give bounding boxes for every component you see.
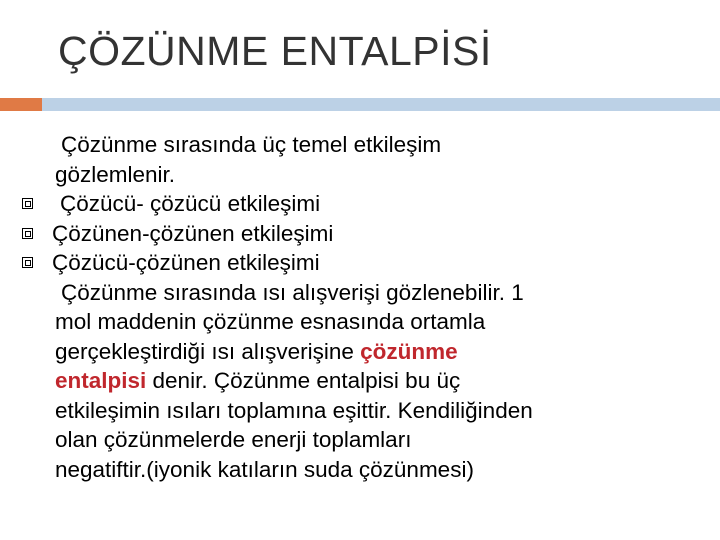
- slide-content: [22, 130, 712, 484]
- paragraph-line: [55, 337, 712, 367]
- paragraph-line: mol maddenin çözünme esnasında ortamla: [55, 309, 486, 334]
- square-bullet-icon: [22, 228, 33, 239]
- accent-block: [0, 98, 42, 111]
- bullet-text: Çözücü- çözücü etkileşimi: [60, 191, 321, 216]
- paragraph-line: negatiftir.(iyonik katıların suda çözünmesi): [55, 456, 474, 482]
- definition-paragraph: [22, 278, 712, 485]
- paragraph-line: [55, 366, 712, 396]
- paragraph-text: gerçekleştirdiği ısı alışverişine: [55, 338, 361, 364]
- paragraph-line: olan çözünmelerde enerji toplamları: [55, 427, 412, 452]
- bullet-item: [22, 219, 712, 249]
- intro-paragraph: [22, 130, 712, 189]
- accent-bar: [42, 98, 720, 111]
- bullet-text: Çözücü-çözünen etkileşimi: [52, 250, 320, 275]
- paragraph-line: Çözünme sırasında ısı alışverişi gözlenebilir. 1: [61, 279, 524, 305]
- paragraph-line: etkileşimin ısıları toplamına eşittir. Kendiliğinden: [55, 397, 533, 423]
- bullet-text: Çözünen-çözünen etkileşimi: [52, 220, 334, 246]
- slide-title: ÇÖZÜNME ENTALPİSİ: [58, 28, 492, 74]
- paragraph-text: denir. Çözünme entalpisi bu üç: [146, 368, 461, 393]
- highlighted-term: entalpisi: [55, 368, 147, 393]
- square-bullet-icon: [22, 257, 33, 268]
- intro-line: gözlemlenir.: [55, 161, 176, 187]
- square-bullet-icon: [22, 198, 33, 209]
- bullet-item: [22, 189, 712, 219]
- highlighted-term: çözünme: [360, 338, 458, 364]
- bullet-item: [22, 248, 712, 278]
- intro-line: Çözünme sırasında üç temel etkileşim: [61, 132, 442, 157]
